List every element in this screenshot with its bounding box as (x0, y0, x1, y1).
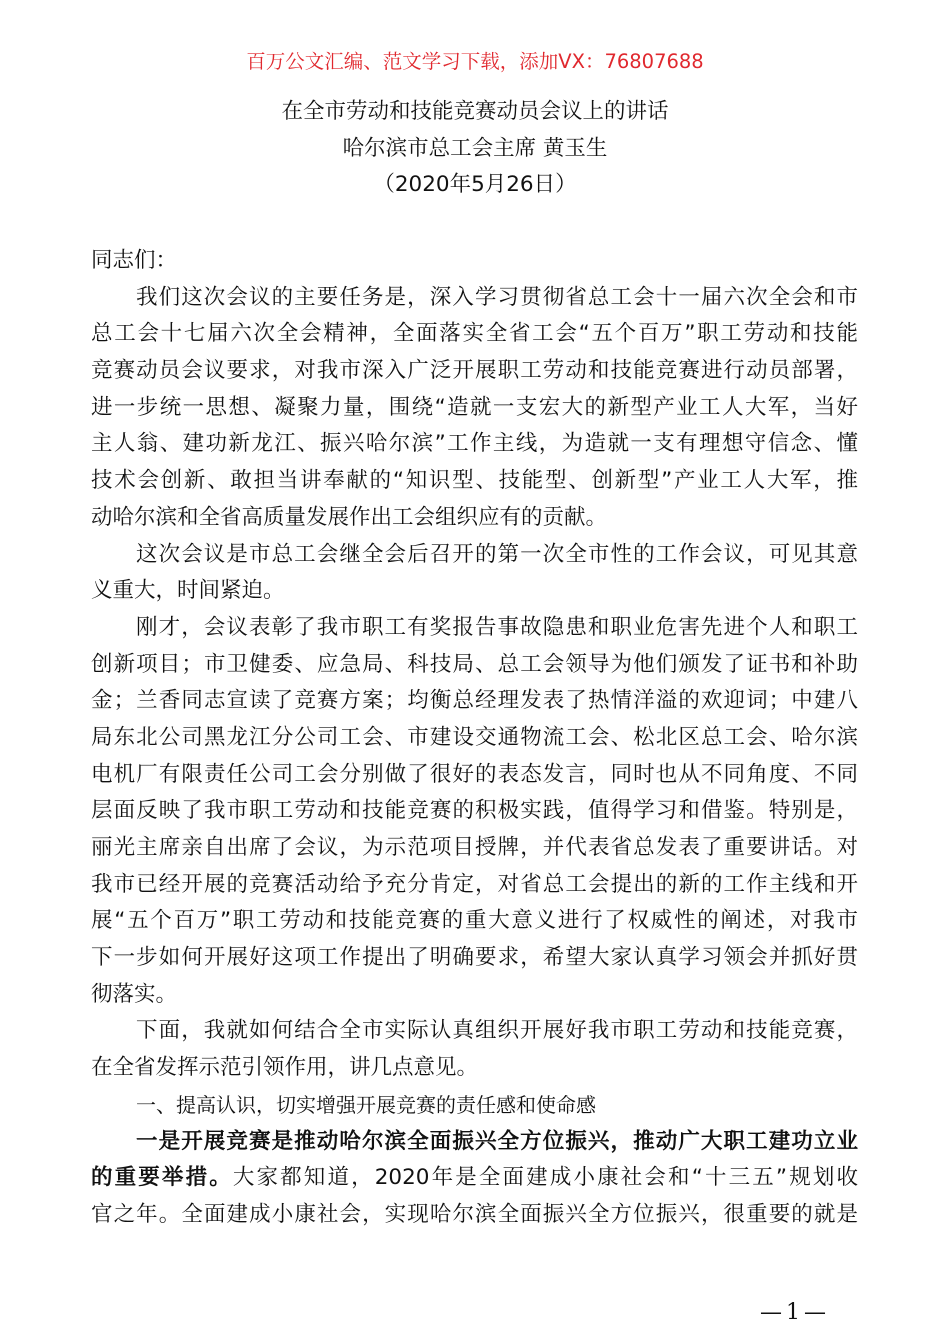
paragraph (91, 243, 858, 280)
text-line: 官之年。全面建成小康社会，实现哈尔滨全面振兴全方位振兴，很重要的就是 (91, 1201, 858, 1227)
text-line: 义重大，时间紧迫。 (91, 578, 285, 604)
speech-title: 在全市劳动和技能竞赛动员会议上的讲话 (281, 99, 669, 124)
text-line: 进一步统一思想、凝聚力量，围绕“造就一支宏大的新型产业工人大军，当好 (91, 394, 858, 420)
text-line: 电机厂有限责任公司工会分别做了很好的表态发言，同时也从不同角度、不同 (91, 761, 858, 787)
watermark-banner: 百万公文汇编、范文学习下载，添加VX：76807688 (246, 50, 704, 73)
text-line: 主人翁、建功新龙江、振兴哈尔滨”工作主线，为造就一支有理想守信念、懂 (91, 431, 858, 457)
text-line (91, 1124, 858, 1161)
speaker-line: 哈尔滨市总工会主席 黄玉生 (342, 136, 608, 161)
text-line: 我市已经开展的竞赛活动给予充分肯定，对省总工会提出的新的工作主线和开 (91, 871, 858, 897)
paragraph (91, 537, 858, 610)
text-line: 刚才，会议表彰了我市职工有奖报告事故隐患和职业危害先进个人和职工 (136, 614, 858, 640)
text-line: 竞赛动员会议要求，对我市深入广泛开展职工劳动和技能竞赛进行动员部署， (91, 358, 858, 384)
text-line: 创新项目；市卫健委、应急局、科技局、总工会领导为他们颁发了证书和补助 (91, 651, 858, 677)
text-line: 局东北公司黑龙江分公司工会、市建设交通物流工会、松北区总工会、哈尔滨 (91, 724, 858, 750)
text-line: 总工会十七届六次全会精神，全面落实全省工会“五个百万”职工劳动和技能 (91, 321, 858, 347)
paragraph (91, 610, 858, 1014)
text-line: 展“五个百万”职工劳动和技能竞赛的重大意义进行了权威性的阐述，对我市 (91, 908, 858, 934)
text-line: 技术会创新、敢担当讲奉献的“知识型、技能型、创新型”产业工人大军，推 (91, 468, 858, 494)
text-line (91, 1160, 858, 1197)
text-segment: 大家都知道，2020年是全面建成小康社会和“十三五”规划收 (232, 1165, 858, 1191)
paragraph (91, 1013, 858, 1086)
speech-body (91, 243, 858, 1234)
text-line: 我们这次会议的主要任务是，深入学习贯彻省总工会十一届六次全会和市 (136, 284, 858, 310)
text-line: 同志们： (91, 248, 178, 273)
text-line: 下面，我就如何结合全市实际认真组织开展好我市职工劳动和技能竞赛， (136, 1018, 858, 1044)
text-line: 在全省发挥示范引领作用，讲几点意见。 (91, 1055, 479, 1081)
text-line: 一、提高认识，切实增强开展竞赛的责任感和使命感 (136, 1092, 596, 1117)
text-line: 金；兰香同志宣读了竞赛方案；均衡总经理发表了热情洋溢的欢迎词；中建八 (91, 688, 858, 714)
paragraph (91, 280, 858, 537)
text-line: 下一步如何开展好这项工作提出了明确要求，希望大家认真学习领会并抓好贯 (91, 945, 858, 971)
paragraph (91, 1124, 858, 1234)
section-heading (91, 1087, 858, 1124)
page-number: —1— (760, 1300, 830, 1325)
text-line: 这次会议是市总工会继全会后召开的第一次全市性的工作会议，可见其意 (136, 541, 858, 567)
text-line: 动哈尔滨和全省高质量发展作出工会组织应有的贡献。 (91, 504, 608, 530)
bold-lead-text: 一是开展竞赛是推动哈尔滨全面振兴全方位振兴，推动广大职工建功立业 (136, 1128, 858, 1154)
text-line: 丽光主席亲自出席了会议，为示范项目授牌，并代表省总发表了重要讲话。对 (91, 835, 858, 860)
speech-date: （2020年5月26日） (373, 172, 577, 197)
text-line: 彻落实。 (91, 981, 178, 1007)
bold-lead-text: 的重要举措。 (91, 1165, 233, 1191)
text-line: 层面反映了我市职工劳动和技能竞赛的积极实践，值得学习和借鉴。特别是， (91, 798, 858, 824)
